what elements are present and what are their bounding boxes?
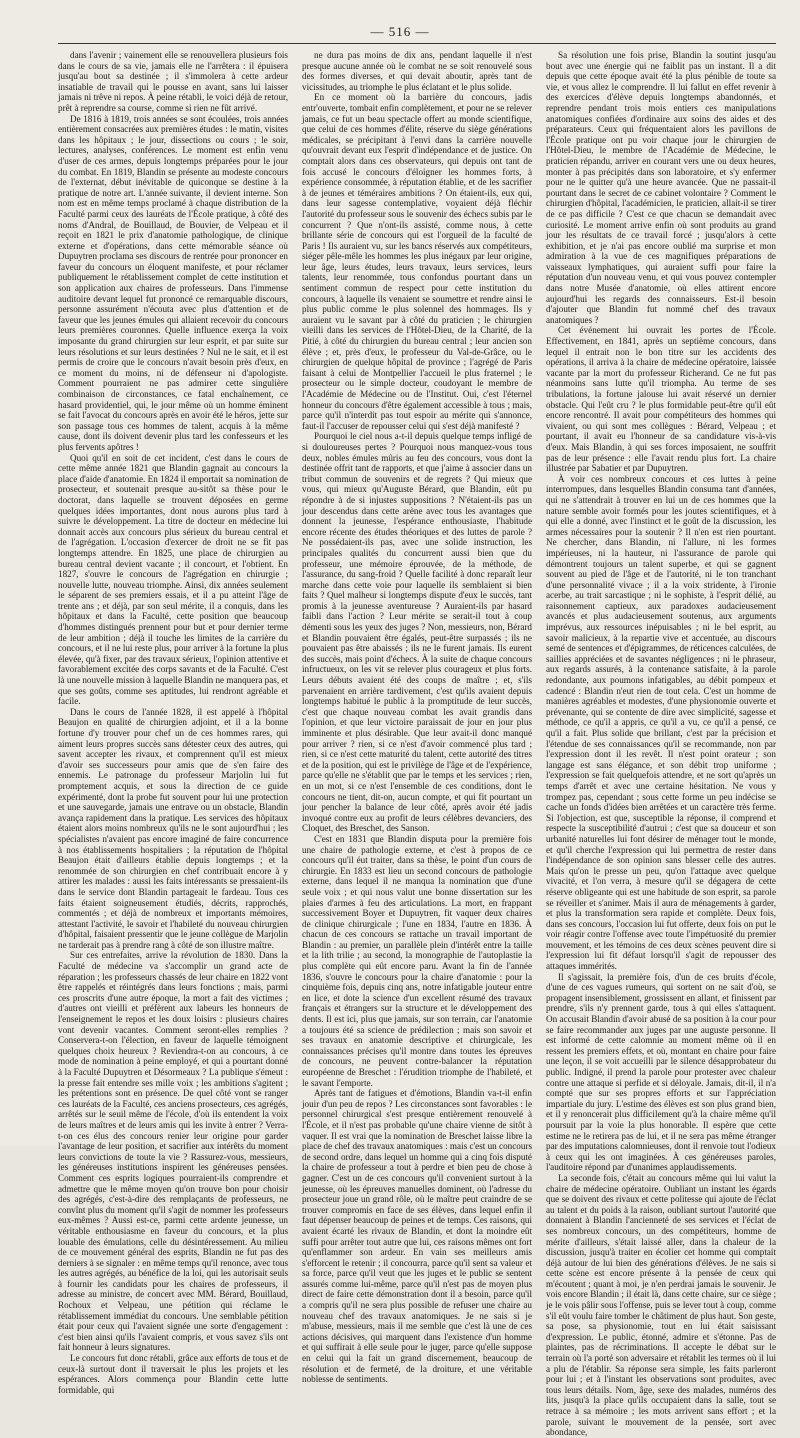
paragraph: De 1816 à 1819, trois années se sont écoulées, trois années entièrement consacrées aux premières études : le matin, visites dans les hôpitaux ; le jour, dissections ou cours ; le soir, lectures, analyses, conférences. Le moment est enfin venu d'user de ces armes, depuis longtemps préparées pour le jour du combat. En 1819, Blandin se présente au modeste concours de l'externat, début inévitable de quiconque se destine à la pratique de notre art. L'année suivante, il devient interne. Son nom est en même temps proclamé à chaque distribution de la Faculté parmi ceux des lauréats de l'École pratique, à côté des noms d'Andral, de Bouillaud, de Bouvier, de Velpeau et il reçoit en 1821 le prix d'anatomie pathologique, de clinique externe et d'opérations, dans cette mémorable séance où Dupuytren proclama ses discours de rentrée pour prononcer en faveur du concours un éloquent manifeste, et pour réclamer publiquement le rétablissement complet de cette institution et son application aux chaires de professeurs. Dans l'immense auditoire devant lequel fut prononcé ce remarquable discours, personne assurément n'écouta avec plus d'attention et de faveur que les jeunes émules qui allaient recevoir du concours leurs premières couronnes. Quelle influence exerça la voix imposante du grand chirurgien sur leur esprit, et par suite sur leurs résolutions et sur leurs destinées ? Nul ne le sait, et il est permis de croire que le concours n'avait besoin près d'eux, en ce moment du moins, ni de défenseur ni d'apologiste. Comment pourraient ne pas admirer cette singulière combinaison de circonstances, ce fatal enchaînement, ce hasard providentiel, qui, le jour même où un homme éminent se fait l'avocat du concours après en avoir été le héros, jette sur son passage tous ces hommes de talent, acquis à la même cause, dont ils doivent devenir plus tard les confesseurs et les plus fervents apôtres ! xyxy=(58,113,288,452)
paragraph: Sur ces entrefaites, arrive la révolution de 1830. Dans la Faculté de médecine va s'accomplir un grand acte de réparation ; les professeurs chassés de leur chaire en 1822 vont être rappelés et réintégrés dans leurs fonctions ; mais, parmi ces proscrits d'une autre époque, la mort a fait des victimes ; d'autres ont vieilli et préfèrent aux labeurs les honneurs de l'enseignement le repos et les doux loisirs : plusieurs chaires vont devenir vacantes. Comment seront-elles remplies ? Conservera-t-on l'élection, en faveur de laquelle témoignent quelques choix heureux ? Reviendra-t-on au concours, à ce mode de nomination à peine employé, et qui a pourtant donné à la Faculté Dupuytren et Désormeaux ? La publique s'émeut : la presse fait entendre ses mille voix ; les ambitions s'agitent ; les prétentions sont en présence. De quel côté vont se ranger ces lauréats de la Faculté, ces anciens prosecteurs, ces agrégés, arrêtés sur le seuil même de l'école, d'où ils entendent la voix de leurs maîtres et de leurs amis qui les invite à entrer ? Verra-t-on ces élus des concours renier leur origine pour garder l'avantage de leur position, et sacrifier aux intérêts du moment leurs convictions de toute la vie ? Rassurez-vous, messieurs, les généreuses institutions inspirent les généreuses pensées. Comment ces esprits logiques pourraient-ils comprendre et admettre que le même moyen qu'on trouve bon pour choisir des agrégés, c'est-à-dire des remplaçants de professeurs, ne convînt plus du moment qu'il s'agit de nommer les professeurs eux-mêmes ? Aussi est-ce, parmi cette ardente jeunesse, un véritable enthousiasme en faveur du concours, et la plus louable des émulations, celle du désintéressement. Au milieu de ce mouvement général des esprits, Blandin ne fut pas des derniers à se signaler : en même temps qu'il renonce, avec tous les autres agrégés, au bénéfice de la loi, qui les autorisait seuls à fournir les candidats pour les chaires de professeurs, il adresse au ministre, de concert avec MM. Bérard, Bouillaud, Rochoux et Velpeau, une pétition qui réclame le rétablissement immédiat du concours. Une semblable pétition était pour ceux qui l'avaient signée une sorte d'engagement : c'est bien ainsi qu'ils l'avaient compris, et vous savez s'ils ont fait honneur à leurs signatures. xyxy=(58,950,288,1353)
paragraph: dans l'avenir ; vainement elle se renouvellera plusieurs fois dans le cours de sa vie, jamais elle ne l'arrêtera : il épuisera jusqu'au bout sa destinée ; il s'immolera à cette ardeur insatiable de travail qui le pousse en avant, sans lui laisser jamais ni trêve ni repos. À peine rétabli, le voici déjà de retour, prêt à reprendre sa course, comme si rien ne fût arrivé. xyxy=(58,50,288,113)
paragraph: Après tant de fatigues et d'émotions, Blandin va-t-il enfin jouir d'un peu de repos ? Les circonstances sont favorables : le personnel chirurgical s'est presque entièrement renouvelé à l'École, et il n'est pas probable qu'une chaire vienne de sitôt à vaquer. Il est vrai que la nomination de Breschet laisse libre la place de chef des travaux anatomiques : mais c'est un concours de second ordre, dans lequel un homme qui a cinq fois disputé la chaire de professeur a tout à perdre et bien peu de chose à gagner. C'est un de ces concours qu'il convenient surtout à la jeunesse, où les épreuves manuelles dominent, où l'adresse du prosecteur joue un grand rôle, où le maître peut craindre de se trouver compromis en face de ses élèves, dans lequel enfin il faut dépenser beaucoup de peines et de temps. Ces raisons, qui avaient écarté les rivaux de Blandin, et dont la moindre eût suffi pour arrêter tout autre que lui, ces raisons mêmes ont fort qu'enflammer son ardeur. En vain ses meilleurs amis s'efforcent le retenir ; il concourra, parce qu'il sent sa valeur et sa force, parce qu'il veut que les juges et le public se sentent assurés comme lui-même, parce qu'il n'est pas de moyen plus direct de faire cette démonstration dont il a besoin, parce qu'il a compris qu'il ne sera plus possible de refuser une chaire au nouveau chef des travaux anatomiques. Je ne sais si je m'abuse, messieurs, mais il me semble que c'est là une de ces actions décisives, qui marquent dans l'existence d'un homme et qui suffirait à elle seule pour le juger, parce qu'elle suppose en celui qui la fait un grand discernement, beaucoup de résolution et de fermeté, de la droiture, et une véritable noblesse de sentiments. xyxy=(302,1088,532,1385)
paragraph: Quoi qu'il en soit de cet incident, c'est dans le cours de cette même année 1821 que Blandin gagnait au concours la place d'aide d'anatomie. En 1824 il emportait sa nomination de prosecteur, et soutenait presque au-sitôt sa thèse pour le doctorat, dans laquelle se trouvent déposées en germe quelques idées importantes, dont nous aurons plus tard à suivre le développement. La titre de docteur en médecine lui donnait accès aux concours plus sérieux du bureau central et de l'agrégation. L'occasion d'exercer de droit ne se fit pas longtemps attendre. En 1825, une place de chirurgien au bureau central devient vacante ; il concourt, et l'obtient. En 1827, s'ouvre le concours de l'agrégation en chirurgie ; nouvelle lutte, nouveau triomphe. Ainsi, dix années seulement le séparent de ses premiers essais, et il a pu atteint l'âge de trente ans ; et déjà, par son seul mérite, il a conquis, dans les hôpitaux et dans la Faculté, cette position que beaucoup d'hommes distingués prennent pour but et pour dernier terme de leur ambition ; déjà il touche les limites de la carrière du concours, et il ne lui reste plus, pour arriver à la fortune la plus élevée, qu'à fixer, par des travaux sérieux, l'opinion attentive et favorablement excitée des corps savants et de la Faculté. C'est là une nouvelle mission à laquelle Blandin ne manquera pas, et que ses goûts, comme ses aptitudes, lui rendront agréable et facile. xyxy=(58,452,288,707)
paragraph: Sa résolution une fois prise, Blandin la soutint jusqu'au bout avec une énergie qui ne faiblit pas un instant. Il a dit depuis que cette époque avait été la plus pénible de toute sa vie, et vous allez le comprendre. Il lui fallut en effet revenir à des exercices d'élève depuis longtemps abandonnés, et reprendre pendant trois mois entiers ces manipulations anatomiques confiées d'ordinaire aux soins des aides et des préparateurs. Ceux qui fréquentaient alors les pavillons de l'École pratique ont pu voir chaque jour le chirurgien de l'Hôtel-Dieu, le membre de l'Académie de Médecine, le praticien répandu, arriver en courant vers une ou deux heures, monter à pas précipités dans son laboratoire, et s'y enfermer pour ne le quitter qu'à une heure avancée. Que ne passait-il pourtant dans le secret de ce cabinet volontaire ? Comment le chirurgien d'hôpital, l'académicien, le praticien, allait-il se tirer de ce pas difficile ? C'est ce que chacun se demandait avec curiosité. Le moment arrive enfin où sont produits au grand jour les résultats de ce travail forcé ; jusqu'alors à cette exhibition, et je n'ai pas encore oublié ma surprise et mon admiration à la vue de ces magnifiques préparations de vaisseaux lymphatiques, qui auraient suffi pour faire la réputation d'un nouveau venu, et qui vous pouvez contempler dans notre Musée d'anatomie, où elles attirent encore aujourd'hui les regards des connaisseurs. Est-il besoin d'ajouter que Blandin fut nommé chef des travaux anatomiques ? xyxy=(546,50,776,325)
paragraph: En ce moment où la barrière du concours, jadis entr'ouverte, tombait enfin complètement, et pour ne se relever jamais, ce fut un beau spectacle offert au monde scientifique, que celui de ces hommes d'élite, réserve du siège générations médicales, se précipitant à l'envi dans la carrière nouvelle qu'ouvrait devant eux l'esprit d'indépendance et de justice. On comptait alors dans ces observateurs, qui depuis ont tant de fois accusé le concours d'éloigner les hommes forts, à expérience consommée, à réputation établie, et de les sacrifier à de jeunes et téméraires ambitions ? On étaient-ils, eux qui, dans leur sagesse contemplative, voyaient déjà fléchir l'autorité du professeur sous le souvenir des échecs subis par le concurrent ? Que n'ont-ils assisté, comme nous, à cette brillante série de concours qui est l'orgueil de la faculté de Paris ! Ils auraient vu, sur les bancs réservés aux compétiteurs, siéger pêle-mêle les hommes les plus inégaux par leur origine, leur âge, leurs études, leurs travaux, leurs services, leurs talents, leur renommée, tous confondus pourtant dans un sentiment commun de respect pour cette institution du concours, à laquelle ils venaient se soumettre et rendre ainsi le plus public comme le plus solennel des hommages. Ils y auraient vu le savant par à côté du praticien ; le chirurgien vieilli dans les services de l'Hôtel-Dieu, de la Charité, de la Pitié, à côté du chirurgien du bureau central ; leur ancien son élève ; et, près d'eux, le professeur du Val-de-Grâce, ou le chirurgien de quelque hôpital de province ; l'agrégé de Paris faisant à celui de Montpellier l'accueil le plus fraternel ; le prosecteur ou le simple docteur, coudoyant le membre de l'Académie de Médecine ou de l'Institut. Oui, c'est l'éternel honneur du concours d'être également accessible à tous ; mais, parce qu'il n'interdit pas tout espoir au mérite qui s'annonce, faut-il l'accuser de repousser celui qui s'est déjà manifesté ? xyxy=(302,92,532,431)
column-1 xyxy=(58,50,288,1438)
paragraph: C'est en 1831 que Blandin disputa pour la première fois une chaire de pathologie externe, et c'est à propos de ce concours qu'il éut traiter, dans sa thèse, le point d'un cours de chirurgie. En 1833 est lieu un second concours de pathologie externe, dans lequel il ne manqua la nomination que d'une seule voix ; et qui nous valut une bonne dissertation sur les plaies d'armes à feu des articulations. La mort, en frappant successivement Boyer et Dupuytren, fit vaquer deux chaires de clinique chirurgicale ; l'une en 1834, l'autre en 1836. À chacun de ces concours se rattache un travail important de Blandin : au premier, un parallèle plein d'intérêt entre la taille et la lith trilie ; au second, la monographie de l'autoplastie la plus complète qui eût encore paru. Avant la fin de l'année 1836, s'ouvre le concours pour la chaire d'anatomie : pour la cinquième fois, depuis cinq ans, notre infatigable jouteur entre en lice, et dote la science d'un excellent résumé des travaux français et étrangers sur la structure et le développement des dents. Il est ici, plus que jamais, sur son terrain, car l'anatomie a toujours été sa science de prédilection ; mais son savoir et ses travaux en anatomie descriptive et chirurgicale, les connaissances précises qu'il montre dans toutes les épreuves de concours, ne peuvent contre-balancer la réputation européenne de Breschet : l'érudition triomphe de l'habileté, et le savant l'emporte. xyxy=(302,833,532,1088)
paragraph: ne dura pas moins de dix ans, pendant laquelle il n'est presque aucune année où le combat ne se soit renouvelé sous des formes diverses, et qui devait aboutir, après tant de vicissitudes, au triomphe le plus éclatant et le plus solide. xyxy=(302,50,532,92)
page-number: — 516 — xyxy=(370,24,430,39)
paragraph: Il s'agissait, la première fois, d'un de ces bruits d'école, d'une de ces vagues rumeurs, qui sortent on ne sait d'où, se propagent insensiblement, grossissent en allant, et finissent par prendre, s'ils n'y prennent garde, tous à qui elles s'attaquent. On accusait Blandin d'avoir abusé de sa position à la cour pour se faire recommander aux juges par une auguste personne. Il est informé de cette calomnie au moment même où il en ressent les premiers effets, et où, montant en chaire pour faire une leçon, il se voit accueilli par le silence désapprobateur du public. Indigné, il prend la parole pour protester avec chaleur contre une attaque si perfide et si déloyale. Jamais, dit-il, il n'a compté que sur ses propres efforts et sur l'appréciation impartiale du jury. L'estime des élèves est son plus grand bien, et il y renoncerait plus difficilement qu'à la chaire même qu'il poursuit par la voie la plus honorable. Il espère que cette estime ne le retirera pas de lui, et il ne sera pas même étranger par des imputations calomnieuses, dont il renvoie tout l'odieux à ceux qui les ont imaginées. À ces généreuses paroles, l'auditoire répond par d'unanimes applaudissements. xyxy=(546,971,776,1173)
paragraph: La seconde fois, c'était au concours même qui lui valut la chaire de médecine opératoire. Oubliant un instant les égards que se doivent des rivaux et cette politesse qui ajoute de l'éclat au talent et du poids à la raison, oubliant surtout l'autorité que donnaient à Blandin l'ancienneté de ses services et l'éclat de ses nombreux concours, un des compétiteurs, homme de mérite d'ailleurs, s'était laissé aller, dans la chaleur de la discussion, jusqu'à traiter en écolier cet homme qui comptait déjà autour de lui bien des générations d'élèves. Je ne sais si cette scène est encore présente à la pensée de ceux qui m'écoutent ; quant à moi, je n'en perdrai jamais le souvenir. Je vois encore Blandin ; il était là, dans cette chaire, sur ce siège ; je le vois pâlir sous l'offense, puis se lever tout à coup, comme s'il eût voulu faire tomber le châtiment de plus haut. Son geste, sa pose, sa physionomie, tout en lui était saisissant d'expression. Le public, étonné, admire et s'étonne. Pas de plaintes, pas de récriminations. Il accepte le débat sur le terrain où l'a porté son adversaire et rétablit les termes où il lui a plu de l'établir. Sa réponse sera simple, les faits parleront pour lui ; et à l'instant les observations sont produites, avec tous leurs détails. Nom, âge, sexe des malades, numéros des lits, jusqu'à la place qu'ils occupaient dans la salle, tout se retrace à sa mémoire ; les mots arrivent sans effort ; et la parole, suivant le mouvement de la pensée, sort avec abondance, xyxy=(546,1172,776,1438)
paragraph: Le concours fut donc rétabli, grâce aux efforts de tous et de ceux-là surtout dont il traversait le plus les projets et les espérances. Alors commença pour Blandin cette lutte formidable, qui xyxy=(58,1353,288,1395)
paragraph: Cet événement lui ouvrait les portes de l'École. Effectivement, en 1841, après un septième concours, dans lequel il entrait non le bon titre sur les accidents des opérations, il arriva à la chaire de médecine opératoire, laissée vacante par la mort du professeur Richerand. Ce ne fut pas néanmoins sans lutte qu'il triompha. Au terme de ses tribulations, la fortune jalouse lui avait réservé un dernier obstacle. Qui l'eût cru ? le plus formidable peut-être qu'il eût encore rencontré. Il avait pour compétiteurs des hommes qui vivaient, ou qui sont mes collègues : Bérard, Velpeau ; et pourtant, il avait eu l'honneur de sa candidature vis-à-vis d'eux. Mais Blandin, à qui ses forces imposaient, ne souffrit pas de leur présence : elle l'avait rendu plus fort. La chaire illustrée par Sabatier et par Dupuytren. xyxy=(546,325,776,474)
paragraph: Pourquoi le ciel nous a-t-il depuis quelque temps infligé de si douloureuses pertes ? Pourquoi nous manquez-vous tous deux, nobles émules mûris au feu des concours, vous dont la destinée offrit tant de rapports, et que j'aime à associer dans un tribut commun de souvenirs et de regrets ? Qui mieux que vous, qui mieux qu'Auguste Bérard, que Blandin, eût pu répondre à de si injustes suppositions ? N'étaient-ils pas un jour descendus dans cette arène avec tous les avantages que donnent la jeunesse, l'espérance enthousiaste, l'habitude encore récente des études théoriques et des luttes de parole ? Ne possédaient-ils pas, avec une solide instruction, les principales qualités du concurrent aussi bien que du professeur, une mémoire éprouvée, de la méthode, de l'assurance, du sang-froid ? Quelle facilité à donc reparaît leur marche dans cette voie pour laquelle ils semblaient si bien faits ? Quel malheur si longtemps dispute d'eux le succès, tant promis à la jeunesse aventureuse ? Auraient-ils par hasard faibli dans l'action ? Leur mérite se serait-il tout à coup démenti sous les yeux des juges ? Non, messieurs, non, Bérard et Blandin pouvaient être égalés, peut-être surpassés ; ils ne pouvaient pas être abaissés ; ils ne le furent jamais. Ils eurent des succès, mais point d'échecs. À la suite de chaque concours infructueux, on les vit se relever plus courageux et plus forts. Leurs débuts avaient été des coups de maître ; et, s'ils parvenaient en arrière tardivement, c'est qu'ils avaient depuis longtemps habitué le public à la promptitude de leur succès, c'est que chaque nouveau combat les avait grandis dans l'opinion, et que leur victoire paraissait de jour en jour plus imminente et plus désirable. Que leur avait-il donc manqué pour arriver ? rien, si ce n'est d'avoir commencé plus tard ; rien, si ce n'est cette maturité du talent, cette autorité des titres et de la position, qui est le privilège de l'âge et de l'expérience, parce qu'elle ne s'établit que par le temps et les services ; rien, en un mot, si ce n'est l'ensemble de ces conditions, dont le concours ne tient, dit-on, aucun compte, et qui fit pourtant un jour pencher la balance de leur côté, après avoir été jadis invoqué contre eux au profit de leurs célèbres devanciers, des Cloquet, des Breschet, des Sanson. xyxy=(302,431,532,834)
paragraph: À voir ces nombreux concours et ces luttes à peine interrompues, dans lesquelles Blandin consuma tant d'années, qui ne s'attendrait à trouver en lui un de ces hommes que la nature semble avoir formés pour les joutes scientifiques, et à qui elle a donné, avec l'instinct et le goût de la discussion, les armes nécessaires pour la soutenir ? Il n'en est rien pourtant. Ne chercher, dans Blandin, ni l'allure, ni les formes impérieuses, ni la hauteur, ni l'assurance de parole qui démontrent toujours un talent superbe, et qui se gagnent souvent au pied de l'âge et de l'autorité, ni le ton tranchant d'une personnalité vivace ; il a la voix stridente, à l'ironie acerbe, au trait sarcastique ; ni le sophiste, à l'esprit délié, au raisonnement captieux, aux paradoxes audacieusement avancés et plus audacieusement soutenus, aux arguments imprévus, aux ressources inépuisables ; ni le bel esprit, au savoir malicieux, à la repartie vive et accentuée, au discours semé de sentences et d'épigrammes, de réticences calculées, de saillies appréciées et de savantes négligences ; ni le phraseur, aux regards assurés, à la contenance satisfaite, à la parole redondante, aux poumons infatigables, au débit pompeux et cadencé : Blandin n'eut rien de tout cela. C'est un homme de manières agréables et modestes, d'une physionomie ouverte et prévenante, qui se contente de dire avec simplicité, sagesse et méthode, ce qu'il a appris, ce qu'il a vu, ce qu'il a pensé, ce qu'il a fait. Plus solide que brillant, c'est par la précision et l'étendue de ses connaissances qu'il se recommande, non par l'expression dont il les revêt. Il n'est point orateur ; son langage est sans élégance, et son débit trop uniforme ; l'expression se fait quelquefois attendre, et ne sort qu'après un temps d'arrêt et avec une certaine hésitation. Ne vous y trompez pas, cependant ; sous cette forme un peu indécise se cache un fonds d'idées bien arrêtées et un caractère très ferme. Si l'objection, est que, susceptible la réponse, il comprend et respecte la susceptibilité d'autrui ; c'est que sa douceur et son urbanité naturelles lui font désirer de ménager tout le monde, et qu'il cherche l'expression qui lui permettra de rester dans l'indépendance de son opinion sans blesser celle des autres. Mais qu'on le presse un peu, qu'on l'attaque avec quelque vivacité, et l'on verra, à mesure qu'il se dégagera de cette réserve obligeante qui est une habitude de son esprit, sa parole se réveiller et s'animer. Mais il aura de ménagements à garder, et plus la transformation sera rapide et complète. Deux fois, dans ses concours, l'occasion lui fut offerte, deux fois on put le voir réagir contre l'offense avec toute l'impétuosité du premier mouvement, et les témoins de ces deux scènes peuvent dire si l'expression lui fit défaut lorsqu'il s'agit de repousser des attaques immérités. xyxy=(546,473,776,972)
text-columns xyxy=(58,50,776,1438)
column-3 xyxy=(546,50,776,1438)
header-rule xyxy=(58,43,776,44)
paragraph: Dans le cours de l'année 1828, il est appelé à l'hôpital Beaujon en qualité de chirurgien adjoint, et il a la bonne fortune d'y trouver pour chef un de ces hommes rares, qui aiment leurs propres succès sans détester ceux des autres, qui savent accepter les rivaux, et comprennent qu'il est mieux d'avoir ses successeurs pour amis que de s'en faire des ennemis. Le patronage du professeur Marjolin lui fut promptement acquis, et sous la direction de ce guide expérimenté, dont la probe fut souvent pour lui une protection et une sauvegarde, jamais une entrave ou un obstacle, Blandin avança rapidement dans la pratique. Les services des hôpitaux étaient alors moins nombreux qu'ils ne le sont aujourd'hui ; les spécialistes n'avaient pas encore imaginé de faire concurrence à nos établissements hospitaliers ; la réputation de l'hôpital Beaujon était d'ailleurs établie depuis longtemps ; et la renommée de son chirurgien en chef contribuait encore à y attirer les malades : aussi les faits intéressants se pressaient-ils dans le service dont Blandin partageait le fardeau. Tous ces faits étaient soigneusement étudiés, décrits, rapprochés, commentés ; et déjà de nombreux et importants mémoires, attestant l'activité, le savoir et l'habileté du nouveau chirurgien d'hôpital, faisaient pressentir que le jeune collègue de Marjolin ne tarderait pas à prendre rang à côté de son illustre maître. xyxy=(58,706,288,950)
column-2 xyxy=(302,50,532,1438)
